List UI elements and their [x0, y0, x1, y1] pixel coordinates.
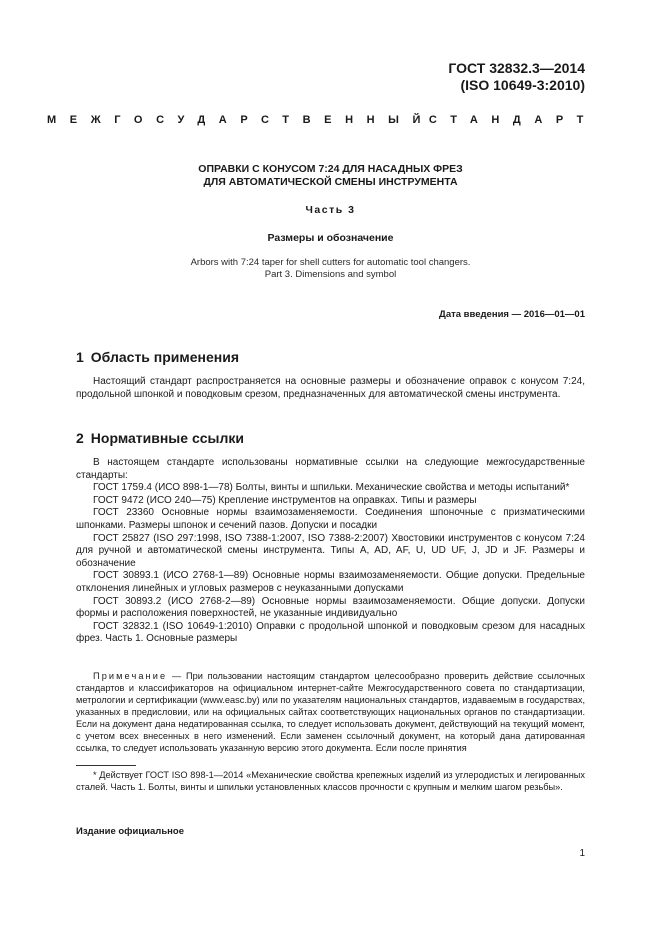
title-line-1: ОПРАВКИ С КОНУСОМ 7:24 ДЛЯ НАСАДНЫХ ФРЕЗ: [198, 163, 463, 175]
note-text: — При пользовании настоящим стандартом целесообразно проверить действие ссылочных стандартов и классификаторов на официальном интернет-сайте Межгосударственного совета по стандартизации, метрологии и сертификации (www.easc.by) или по указателям национальных стандартов, издаваемым в государствах, указанных в предисловии, или на официальных сайтах соответствующих национальных органов по стандартизации. Если на документ дана недатированная ссылка, то следует использовать документ, действующий на текущий момент, с учетом всех внесенных в него изменений. Если заменен ссылочный документ, на который дана датированная ссылка, то следует использовать указанную версию этого документа. Если после принятия: [76, 671, 585, 753]
document-designation: [448, 60, 585, 94]
doc-id-line-2: (ISO 10649-3:2010): [460, 77, 585, 93]
footnote-divider: [76, 765, 136, 766]
reference-item: ГОСТ 25827 (ISO 297:1998, ISO 7388-1:2007, ISO 7388-2:2007) Хвостовики инструментов с конусом 7:24 для ручной и автоматической смены инструмента. Типы A, AD, AF, U, UD UF, J, JD и JF. Размеры и обозначение: [76, 532, 585, 569]
section-2-title: Нормативные ссылки: [90, 430, 244, 446]
introduction-date: Дата введения — 2016—01—01: [439, 309, 585, 320]
section-1-number: 1: [76, 349, 84, 365]
standard-type-word-1: МЕЖГОСУДАРСТВЕННЫЙ: [47, 114, 435, 126]
section-1-title: Область применения: [90, 349, 240, 365]
reference-item: ГОСТ 32832.1 (ISO 10649-1:2010) Оправки с продольной шпонкой и поводковым срезом для насадных фрез. Часть 1. Основные размеры: [76, 620, 585, 645]
section-1-body: [76, 376, 585, 401]
doc-id-line-1: ГОСТ 32832.3—2014: [448, 60, 585, 76]
note-block: [76, 670, 585, 754]
page-number: 1: [579, 848, 585, 859]
reference-item: ГОСТ 30893.1 (ИСО 2768-1—89) Основные нормы взаимозаменяемости. Общие допуски. Предельные отклонения линейных и угловых размеров с неуказанными допусками: [76, 570, 585, 594]
section-1-paragraph: Настоящий стандарт распространяется на основные размеры и обозначение оправок с конусом 7:24, продольной шпонкой и поводковым срезом, предназначенных для автоматической смены инструмента.: [76, 376, 585, 400]
part-label: Часть 3: [305, 204, 356, 216]
section-2-heading: [76, 430, 244, 446]
english-title: [76, 257, 585, 281]
note-label: Примечание: [93, 671, 168, 681]
section-2-number: 2: [76, 430, 84, 446]
section-1-heading: [76, 349, 239, 365]
references-list: [76, 457, 585, 646]
document-title: [76, 163, 585, 189]
edition-label: Издание официальное: [76, 826, 184, 837]
reference-item: ГОСТ 30893.2 (ИСО 2768-2—89) Основные нормы взаимозаменяемости. Общие допуски. Допуски формы и расположения поверхностей, не указанные индивидуально: [76, 595, 585, 620]
standard-type-word-2: СТАНДАРТ: [428, 114, 597, 126]
part-subtitle: Размеры и обозначение: [267, 232, 394, 244]
reference-item: ГОСТ 23360 Основные нормы взаимозаменяемости. Соединения шпоночные с призматическими шпонками. Размеры шпонок и сечений пазов. Допуски и посадки: [76, 507, 585, 531]
english-title-line-2: Part 3. Dimensions and symbol: [264, 269, 397, 280]
reference-item: ГОСТ 9472 (ИСО 240—75) Крепление инструментов на оправках. Типы и размеры: [93, 494, 477, 506]
english-title-line-1: Arbors with 7:24 taper for shell cutters for automatic tool changers.: [190, 257, 471, 268]
footnote: * Действует ГОСТ ISO 898-1—2014 «Механические свойства крепежных изделий из углеродистых и легированных сталей. Часть 1. Болты, винты и шпильки установленных классов прочности с крупным и мелким шагом резьбы».: [76, 770, 585, 792]
title-line-2: ДЛЯ АВТОМАТИЧЕСКОЙ СМЕНЫ ИНСТРУМЕНТА: [203, 176, 458, 188]
references-intro: В настоящем стандарте использованы нормативные ссылки на следующие межгосударственные стандарты:: [76, 457, 585, 481]
reference-item: ГОСТ 1759.4 (ИСО 898-1—78) Болты, винты и шпильки. Механические свойства и методы испытаний*: [93, 482, 570, 494]
